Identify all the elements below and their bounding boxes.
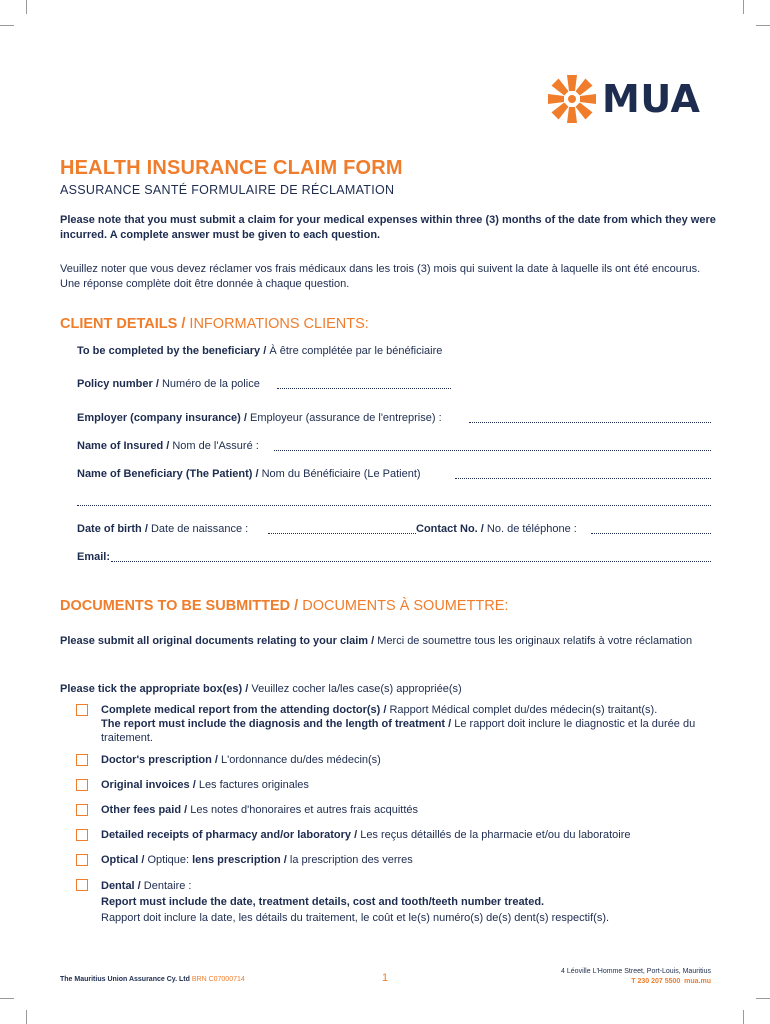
completion-instruction: To be completed by the beneficiary / À être complétée par le bénéficiaire: [77, 345, 443, 357]
logo-text: MUA: [602, 77, 701, 121]
date-of-birth-field[interactable]: [268, 533, 416, 534]
beneficiary-name-field-extra[interactable]: [77, 505, 711, 506]
crop-mark: [0, 998, 14, 999]
footer-company: The Mauritius Union Assurance Cy. Ltd BRN C07000714: [60, 976, 245, 983]
beneficiary-name-field[interactable]: [455, 478, 711, 479]
policy-number-field[interactable]: [277, 388, 451, 389]
crop-mark: [743, 0, 744, 14]
medical-report-row: Complete medical report from the attending doctor(s) / Rapport Médical complet du/des médecin(s) traitant(s). The report must include the diagnosis and the length of treatment / Le rapport doit inclure le diagnostic et la durée du traitement.: [76, 703, 716, 745]
beneficiary-name-label: Name of Beneficiary (The Patient) / Nom du Bénéficiaire (Le Patient): [77, 468, 421, 480]
prescription-row: Doctor's prescription / L'ordonnance du/des médecin(s): [76, 753, 716, 767]
insured-name-label: Name of Insured / Nom de l'Assuré :: [77, 440, 259, 452]
invoices-checkbox[interactable]: [76, 779, 88, 791]
form-subtitle: ASSURANCE SANTÉ FORMULAIRE DE RÉCLAMATION: [60, 183, 395, 197]
documents-heading: DOCUMENTS TO BE SUBMITTED / DOCUMENTS À SOUMETTRE:: [60, 598, 509, 614]
footer-website[interactable]: mua.mu: [684, 978, 711, 985]
policy-number-label: Policy number / Numéro de la police: [77, 378, 260, 390]
medical-report-checkbox[interactable]: [76, 704, 88, 716]
crop-mark: [26, 1010, 27, 1024]
receipts-row: Detailed receipts of pharmacy and/or laboratory / Les reçus détaillés de la pharmacie et/ou du laboratoire: [76, 828, 716, 842]
mua-star-icon: [546, 73, 598, 125]
employer-field[interactable]: [469, 422, 711, 423]
date-of-birth-label: Date of birth / Date de naissance :: [77, 523, 249, 535]
dental-checkbox[interactable]: [76, 879, 88, 891]
footer-address: 4 Léoville L'Homme Street, Port-Louis, Mauritius: [561, 968, 711, 975]
prescription-checkbox[interactable]: [76, 754, 88, 766]
form-title: HEALTH INSURANCE CLAIM FORM: [60, 157, 403, 179]
mua-logo: [546, 72, 716, 126]
other-fees-row: Other fees paid / Les notes d'honoraires et autres frais acquittés: [76, 803, 716, 817]
receipts-checkbox[interactable]: [76, 829, 88, 841]
optical-checkbox[interactable]: [76, 854, 88, 866]
page-number: 1: [382, 972, 389, 984]
submit-documents-instruction: Please submit all original documents relating to your claim / Merci de soumettre tous les originaux relatifs à votre réclamation: [60, 635, 693, 647]
other-fees-checkbox[interactable]: [76, 804, 88, 816]
footer-phone: T 230 207 5500: [631, 978, 681, 985]
insured-name-field[interactable]: [274, 450, 711, 451]
optical-row: Optical / Optique: lens prescription / la prescription des verres: [76, 853, 716, 867]
contact-number-label: Contact No. / No. de téléphone :: [416, 523, 577, 535]
crop-mark: [743, 1010, 744, 1024]
client-details-heading: CLIENT DETAILS / INFORMATIONS CLIENTS:: [60, 316, 369, 332]
invoices-row: Original invoices / Les factures originales: [76, 778, 716, 792]
dental-row: Dental / Dentaire : Report must include the date, treatment details, cost and tooth/teeth number treated. Rapport doit inclure la date, les détails du traitement, le coût et le(s) numéro(s) de(s) dent(s) respectif(s).: [76, 878, 716, 926]
crop-mark: [0, 25, 14, 26]
contact-number-field[interactable]: [591, 533, 711, 534]
crop-mark: [756, 25, 770, 26]
employer-label: Employer (company insurance) / Employeur (assurance de l'entreprise) :: [77, 412, 442, 424]
crop-mark: [26, 0, 27, 14]
email-field[interactable]: [111, 561, 711, 562]
crop-mark: [756, 998, 770, 999]
email-label: Email:: [77, 551, 111, 563]
tick-instruction: Please tick the appropriate box(es) / Veuillez cocher la/les case(s) appropriée(s): [60, 683, 462, 695]
intro-french: Veuillez noter que vous devez réclamer vos frais médicaux dans les trois (3) mois qui suivent la date à laquelle ils ont été encourus. Une réponse complète doit être donnée à chaque question.: [60, 263, 701, 290]
intro-english: Please note that you must submit a claim for your medical expenses within three (3) months of the date from which they were incurred. A complete answer must be given to each question.: [60, 214, 716, 241]
footer-contact: [480, 967, 711, 987]
